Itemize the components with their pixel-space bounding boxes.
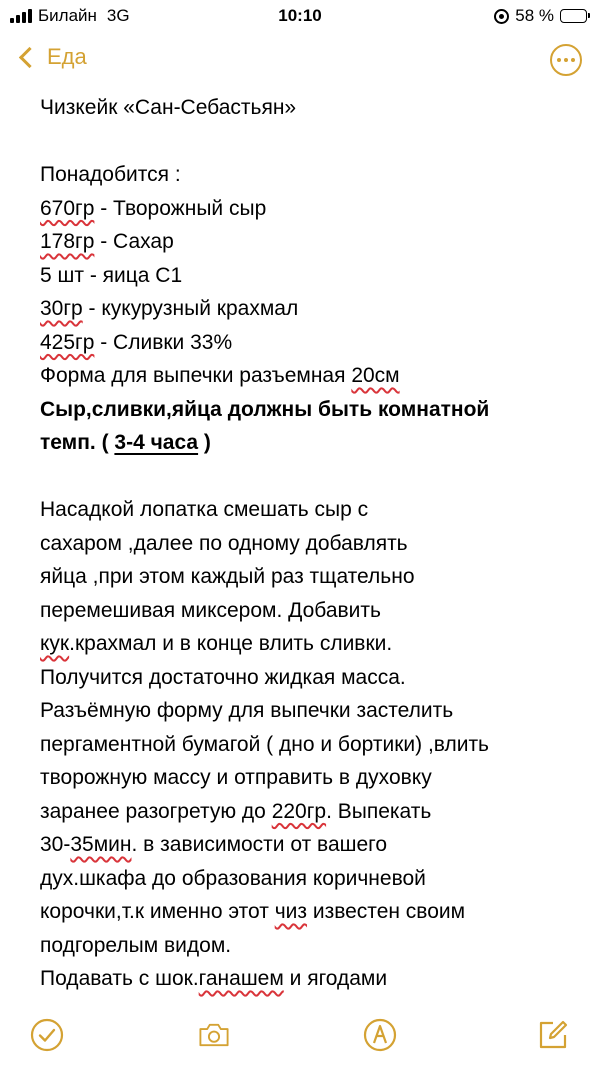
needed-label: Понадобится :: [40, 163, 181, 186]
bottom-toolbar: [0, 1014, 600, 1054]
markup-icon[interactable]: [363, 1018, 397, 1052]
body-line: творожную массу и отправить в духовку: [40, 766, 432, 789]
ingredient-amount: 670гр: [40, 196, 95, 220]
misspelled-word: 35мин: [70, 833, 132, 856]
ingredient-amount: 178гр: [40, 230, 95, 253]
body-text: Подавать с шок.: [40, 967, 199, 990]
ingredient-name: - Творожный сыр: [94, 196, 267, 220]
form-size: 20см: [351, 364, 400, 387]
ingredient-amount: 5 шт: [40, 263, 84, 287]
body-text: .крахмал и в конце влить сливки.: [69, 632, 393, 655]
ingredient-line: [40, 225, 580, 259]
body-line: Разъёмную форму для выпечки застелить: [40, 699, 454, 722]
status-bar: [0, 0, 600, 34]
warning-line-2: [40, 426, 580, 460]
camera-icon[interactable]: [197, 1018, 231, 1052]
note-title: Чизкейк «Сан-Себастьян»: [40, 96, 297, 119]
body-text: . Выпекать: [326, 799, 432, 823]
carrier-name: Билайн: [38, 6, 97, 25]
blank-line: [40, 460, 580, 494]
warning-time: 3-4 часа: [114, 431, 199, 454]
body-line: [40, 627, 580, 661]
ingredient-name: - кукурузный крахмал: [82, 297, 299, 320]
body-line: [40, 828, 580, 862]
signal-icon: [10, 9, 32, 23]
ingredient-line: [40, 292, 580, 326]
ingredient-name: - Сливки 33%: [94, 330, 233, 354]
ingredient-name: - Сахар: [94, 230, 174, 253]
body-text: корочки,т.к именно этот: [40, 900, 275, 923]
chevron-left-icon: [19, 46, 40, 67]
warning-post: ): [198, 431, 211, 454]
back-button[interactable]: [14, 44, 87, 70]
warning-pre: темп. (: [40, 431, 115, 454]
misspelled-word: чиз: [274, 900, 308, 923]
form-text: Форма для выпечки разъемная: [40, 364, 352, 387]
ingredient-line: [40, 192, 580, 226]
misspelled-word: ганашем: [198, 967, 284, 990]
more-icon[interactable]: [550, 44, 582, 76]
misspelled-word: 220гр: [271, 799, 327, 823]
ingredient-line: [40, 326, 580, 360]
status-right: [494, 6, 590, 26]
body-text: . в зависимости от вашего: [131, 833, 388, 856]
status-time: 10:10: [278, 6, 322, 25]
form-line: [40, 359, 580, 393]
body-text: 30-: [40, 833, 71, 856]
ingredient-line: [40, 259, 580, 293]
body-line: Получится достаточно жидкая масса.: [40, 665, 406, 689]
warning-line-1: Сыр,сливки,яйца должны быть комнатной: [40, 397, 490, 421]
battery-percent: 58 %: [515, 6, 554, 25]
note-content[interactable]: [40, 91, 580, 996]
ingredient-name: - яица С1: [83, 263, 183, 287]
checklist-icon[interactable]: [30, 1018, 64, 1052]
ingredient-amount: 30гр: [40, 297, 83, 320]
body-line: сахаром ,далее по одному добавлять: [40, 531, 408, 555]
body-line: [40, 795, 580, 829]
misspelled-word: кук: [40, 632, 70, 655]
body-line: [40, 895, 580, 929]
body-text: и ягодами: [283, 967, 388, 990]
body-text: заранее разогретую до: [40, 799, 272, 823]
body-line: Насадкой лопатка смешать сыр с: [40, 498, 369, 521]
body-line: пергаментной бумагой ( дно и бортики) ,влить: [40, 732, 489, 756]
blank-line: [40, 125, 580, 159]
body-line: яйца ,при этом каждый раз тщательно: [40, 565, 415, 588]
status-left: [10, 6, 130, 26]
body-line: подгорелым видом.: [40, 933, 232, 957]
battery-icon: [560, 9, 587, 23]
back-label: Еда: [47, 44, 87, 69]
compose-icon[interactable]: [536, 1018, 570, 1052]
body-line: дух.шкафа до образования коричневой: [40, 866, 426, 890]
rotation-lock-icon: [494, 9, 509, 24]
body-text: известен своим: [307, 900, 466, 923]
nav-bar: [0, 40, 600, 84]
ingredient-amount: 425гр: [40, 330, 95, 354]
body-line: [40, 962, 580, 996]
network-type: 3G: [106, 6, 130, 25]
body-line: перемешивая миксером. Добавить: [40, 598, 381, 622]
